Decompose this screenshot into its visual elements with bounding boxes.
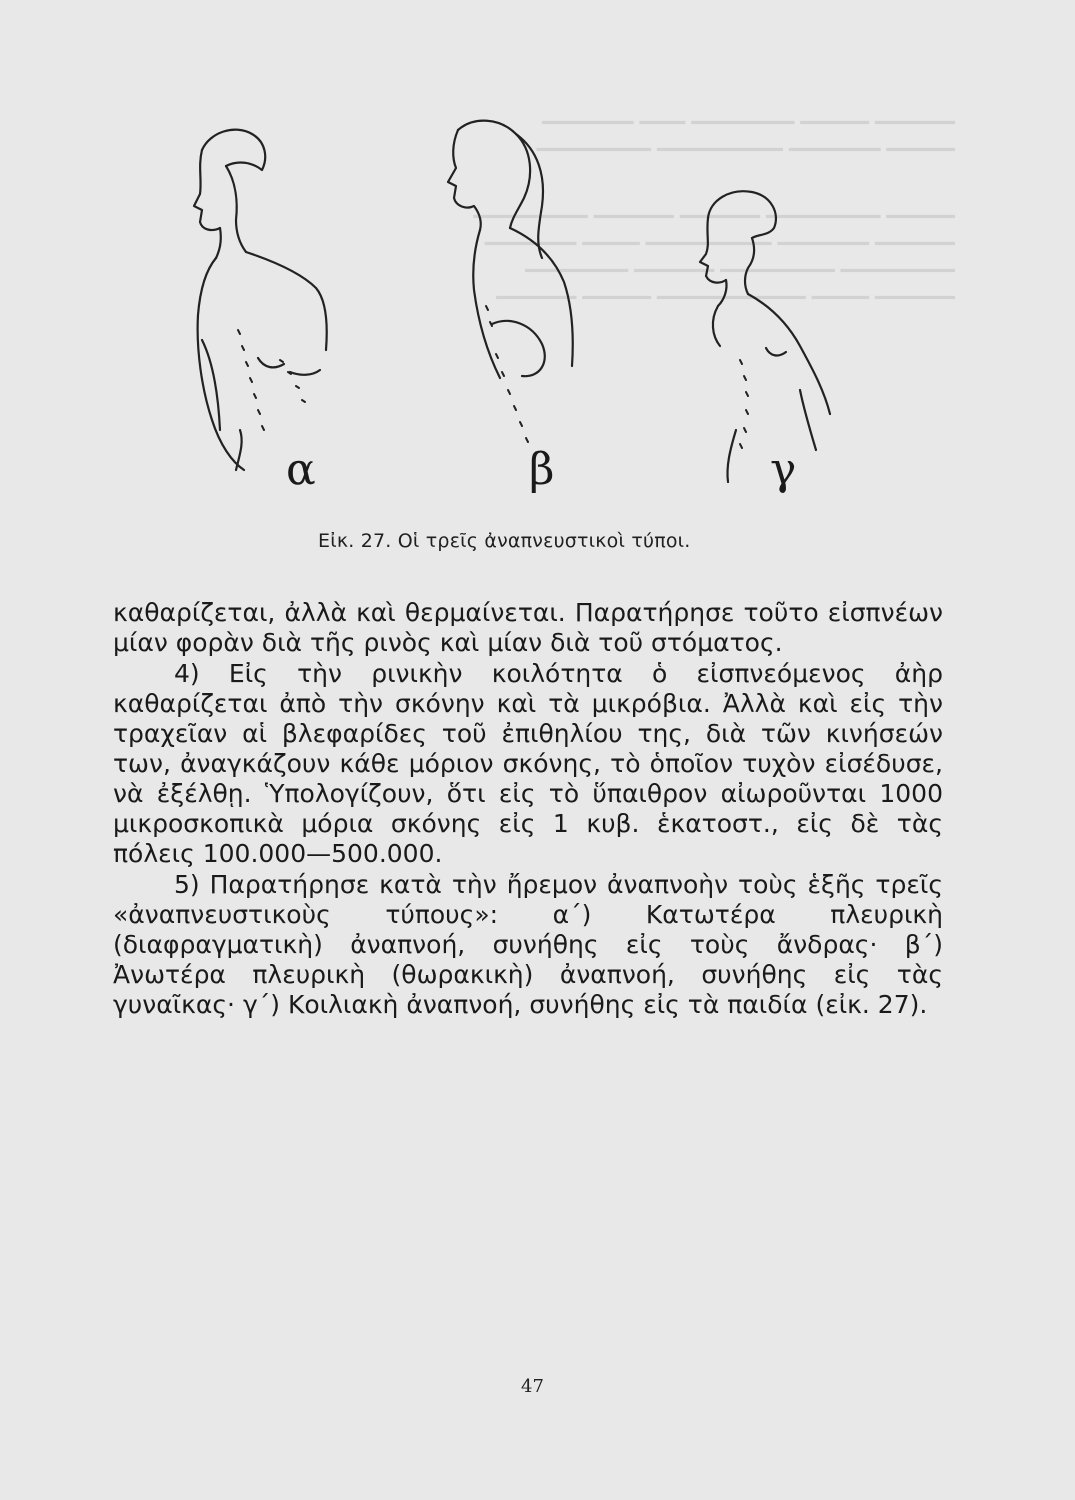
- figure-caption: Εἰκ. 27. Οἱ τρεῖς ἀναπνευστικοὶ τύποι.: [318, 530, 691, 552]
- figure-alpha-drawing: [194, 130, 327, 470]
- paragraph-2: 4) Εἰς τὴν ρινικὴν κοιλότητα ὁ εἰσπνεόμενος ἀὴρ καθαρίζεται ἀπὸ τὴν σκόνην καὶ τὰ μικρόβια. Ἀλλὰ καὶ εἰς τὴν τραχεῖαν αἱ βλεφαρίδες τοῦ ἐπιθηλίου της, διὰ τῶν κινήσεών των, ἀναγκάζουν κάθε μόριον σκόνης, τὸ ὁποῖον τυχὸν εἰσέδυσε, νὰ ἐξέλθῃ. Ὑπολογίζουν, ὅτι εἰς τὸ ὕπαιθρον αἰωροῦνται 1000 μικροσκοπικὰ μόρια σκόνης εἰς 1 κυβ. ἑκατοστ., εἰς δὲ τὰς πόλεις 100.000—500.000.: [113, 659, 943, 868]
- bleed-through-texture: ━━━━━━━ ━━━━━━ ━━━━━━━━━ ━━━━ ━━━━━━━━ ━━━━━━ ━━━━━━━━ ━━━━━━━━━━━ ━━━━━━━━━━ ━━━━━━ ━━━━━━━━━━ ━━━━━━━ ━━━━━━━ ━━━━━━━━━━ ━━━━━━━ ━━━━━━━━ ━━━━━━━━━━━ ━━━━━ ━━━━━━━━ ━━━━━━━━━━ ━━━━━━━━━━ ━━━━━━━ ━━━━━━━━━ ━━━━━━━ ━━━━━ ━━━━━━━━━━━━━ ━━━━━━ ━━━━━━━: [473, 112, 955, 309]
- paragraph-3: 5) Παρατήρησε κατὰ τὴν ἤρεμον ἀναπνοὴν τοὺς ἑξῆς τρεῖς «ἀναπνευστικοὺς τύπους»: α΄) Κατωτέρα πλευρικὴ (διαφραγματικὴ) ἀναπνοή, συνήθης εἰς τοὺς ἄνδρας· β΄) Ἀνωτέρα πλευρικὴ (θωρακικὴ) ἀναπνοή, συνήθης εἰς τὰς γυναῖκας· γ΄) Κοιλιακὴ ἀναπνοή, συνήθης εἰς τὰ παιδία (εἰκ. 27).: [113, 870, 943, 1019]
- figure-label-alpha: α: [286, 444, 316, 495]
- body-text: [113, 598, 943, 1020]
- figure-beta-drawing: [448, 121, 573, 442]
- figure-label-beta: β: [529, 444, 555, 495]
- page-number: 47: [521, 1376, 544, 1397]
- figure-gamma-drawing: [700, 191, 830, 482]
- figure-label-gamma: γ: [770, 444, 797, 495]
- paragraph-1: καθαρίζεται, ἀλλὰ καὶ θερμαίνεται. Παρατήρησε τοῦτο εἰσπνέων μίαν φορὰν διὰ τῆς ρινὸς καὶ μίαν διὰ τοῦ στόματος.: [113, 598, 943, 657]
